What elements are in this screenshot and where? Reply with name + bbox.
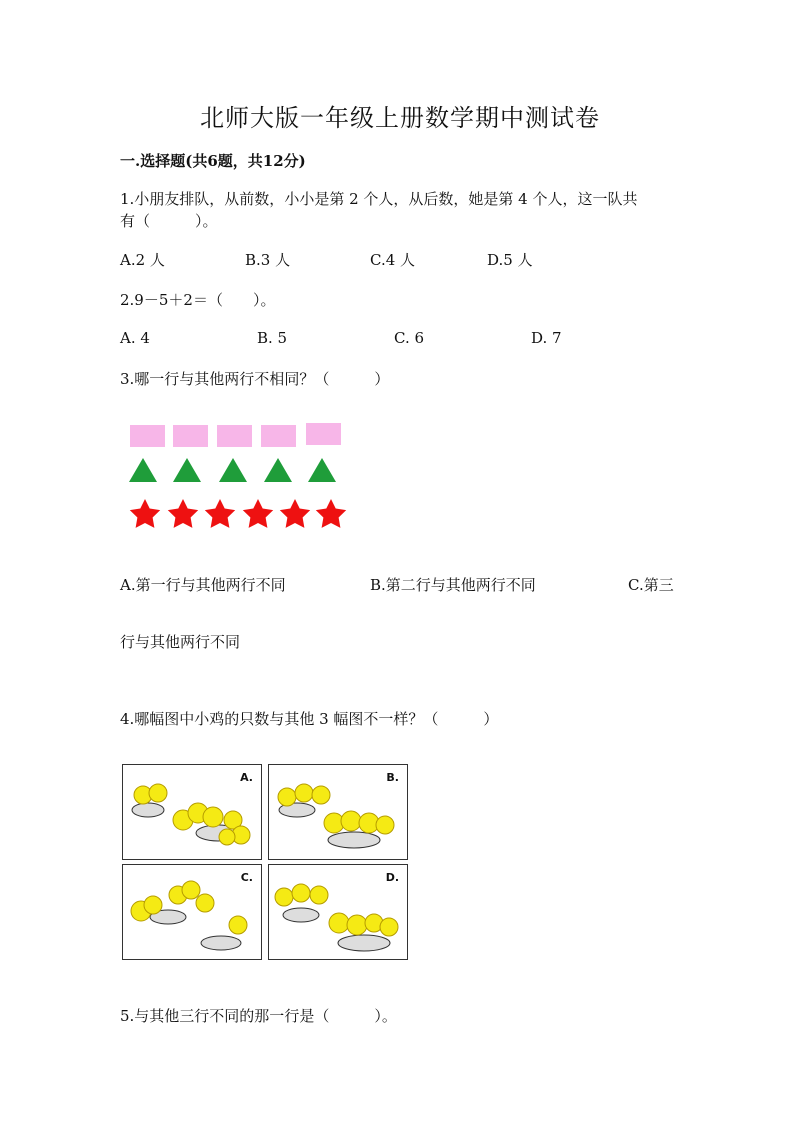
rectangle-icon xyxy=(261,425,296,447)
question-1-option-c: C.4 人 xyxy=(370,251,416,269)
question-2-text: 2.9－5＋2＝（ ）。 xyxy=(120,291,276,309)
star-icon xyxy=(280,499,310,528)
question-1-text-line1: 1.小朋友排队，从前数，小小是第 2 个人，从后数，她是第 4 个人，这一队共 xyxy=(120,190,638,208)
question-2-option-d: D. 7 xyxy=(531,329,562,347)
question-2-option-b: B. 5 xyxy=(257,329,288,347)
rectangle-icon xyxy=(306,423,341,445)
question-1-option-b: B.3 人 xyxy=(245,251,291,269)
star-icon xyxy=(243,499,273,528)
chick-icon xyxy=(292,884,310,902)
panel-label-b: B. xyxy=(386,771,399,784)
question-5-text: 5.与其他三行不同的那一行是（ ）。 xyxy=(120,1007,397,1025)
chick-icon xyxy=(182,881,200,899)
rectangle-icon xyxy=(173,425,208,447)
triangle-icon xyxy=(264,458,292,482)
chick-icon xyxy=(347,915,367,935)
chick-icon xyxy=(380,918,398,936)
triangle-icon xyxy=(129,458,157,482)
question-4-text: 4.哪幅图中小鸡的只数与其他 3 幅图不一样？（ ） xyxy=(120,710,499,728)
question-2-option-c: C. 6 xyxy=(394,329,425,347)
chick-icon xyxy=(329,913,349,933)
question-3-text: 3.哪一行与其他两行不相同？（ ） xyxy=(120,370,390,388)
chick-icon xyxy=(295,784,313,802)
page-title: 北师大版一年级上册数学期中测试卷 xyxy=(200,104,600,132)
question-3-option-c-continued: 行与其他两行不同 xyxy=(120,633,241,651)
chick-icon xyxy=(278,788,296,806)
question-3-option-a: A.第一行与其他两行不同 xyxy=(120,576,286,594)
chick-icon xyxy=(144,896,162,914)
chick-icon xyxy=(376,816,394,834)
question-1-option-a: A.2 人 xyxy=(120,251,165,269)
chick-panel-b xyxy=(268,764,408,860)
chick-panel-a xyxy=(122,764,262,860)
panel-label-d: D. xyxy=(385,871,399,884)
chick-panel-d xyxy=(268,864,408,960)
chick-icon xyxy=(312,786,330,804)
star-icon xyxy=(168,499,198,528)
chick-icon xyxy=(203,807,223,827)
question-3-option-c: C.第三 xyxy=(628,576,674,594)
chick-icon xyxy=(341,811,361,831)
rectangle-icon xyxy=(130,425,165,447)
chicks-figure xyxy=(120,762,410,962)
chick-icon xyxy=(229,916,247,934)
rectangle-icon xyxy=(217,425,252,447)
question-3-option-b: B.第二行与其他两行不同 xyxy=(370,576,536,594)
chick-icon xyxy=(275,888,293,906)
chick-icon xyxy=(196,894,214,912)
star-icon xyxy=(130,499,160,528)
question-1-text-line2: 有（ ）。 xyxy=(120,212,218,230)
shapes-figure xyxy=(120,415,360,540)
question-2-option-a: A. 4 xyxy=(120,329,150,347)
chick-icon xyxy=(219,829,235,845)
section-heading: 一.选择题(共6题，共12分) xyxy=(120,152,306,170)
chick-icon xyxy=(310,886,328,904)
chick-panel-c xyxy=(122,864,262,960)
star-icon xyxy=(316,499,346,528)
panel-label-c: C. xyxy=(240,871,253,884)
chick-icon xyxy=(149,784,167,802)
star-icon xyxy=(205,499,235,528)
panel-label-a: A. xyxy=(240,771,253,784)
triangle-icon xyxy=(219,458,247,482)
triangle-icon xyxy=(173,458,201,482)
triangle-icon xyxy=(308,458,336,482)
question-1-option-d: D.5 人 xyxy=(487,251,533,269)
